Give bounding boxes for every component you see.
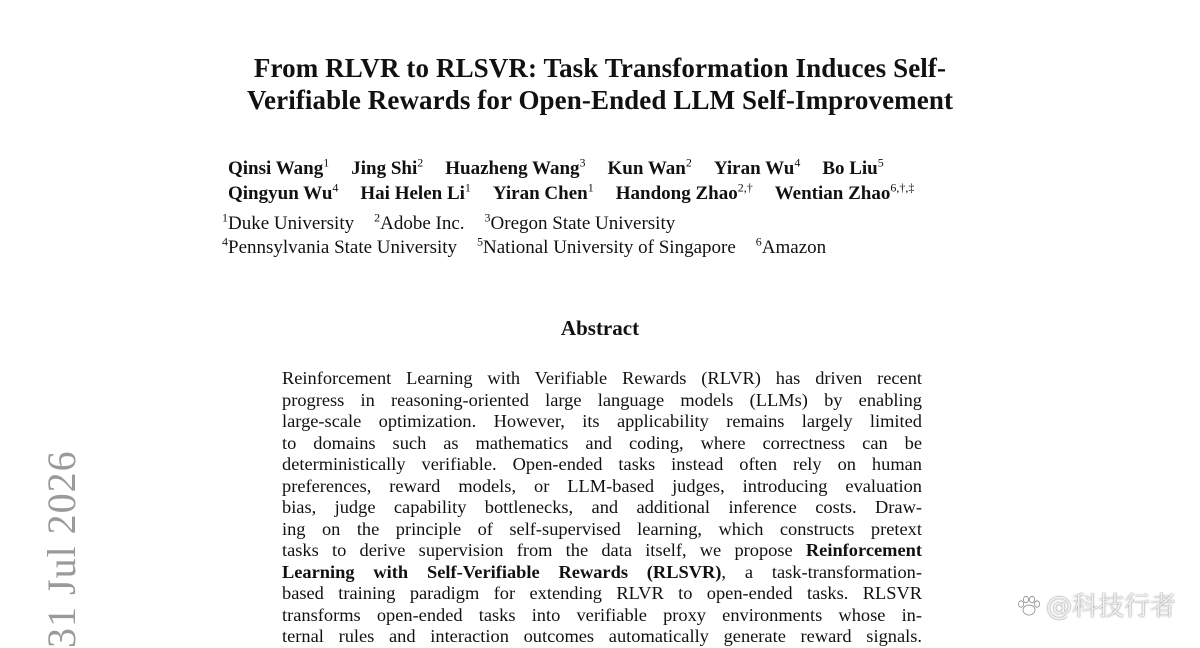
affiliation xyxy=(222,234,458,258)
author-name xyxy=(360,180,471,204)
affiliation-name: National University of Singapore xyxy=(483,237,736,258)
superscript-marker: 5 xyxy=(477,234,484,249)
superscript-marker: 4 xyxy=(332,180,339,195)
author-name-text: Yiran Wu xyxy=(713,158,795,179)
superscript-marker: 4 xyxy=(794,155,801,170)
affiliation xyxy=(222,210,355,234)
affiliation-name: Pennsylvania State University xyxy=(228,237,458,258)
author-name-text: Huazheng Wang xyxy=(445,158,580,179)
abstract-line: transforms open-ended tasks into verifiable proxy environments whose in- xyxy=(282,604,922,625)
superscript-marker: 2,† xyxy=(737,180,753,195)
affiliation-name: Oregon State University xyxy=(490,213,676,234)
abstract-text: , a task-transformation- xyxy=(721,561,922,582)
abstract-body xyxy=(282,368,922,648)
author-name xyxy=(607,155,692,179)
superscript-marker: 1 xyxy=(464,180,471,195)
watermark-text: @科技行者 xyxy=(1045,592,1176,622)
author-name xyxy=(351,155,424,179)
author-name-text: Jing Shi xyxy=(351,158,418,179)
author-list xyxy=(228,156,1008,206)
superscript-marker: 4 xyxy=(222,234,228,249)
author-name xyxy=(228,180,339,204)
author-name-text: Hai Helen Li xyxy=(360,183,465,204)
paw-icon xyxy=(1016,595,1042,617)
superscript-marker: 2 xyxy=(417,155,424,170)
author-name-text: Qingyun Wu xyxy=(228,183,333,204)
superscript-marker: 2 xyxy=(374,210,381,225)
affiliation-row xyxy=(222,212,1002,236)
author-name xyxy=(492,180,594,204)
author-name xyxy=(615,180,753,204)
affiliation xyxy=(755,234,827,258)
abstract-line: based training paradigm for extending RLVR to open-ended tasks. RLSVR xyxy=(282,583,922,603)
abstract-heading: Abstract xyxy=(560,316,640,340)
title-line: From RLVR to RLSVR: Task Transformation Induces Self- xyxy=(253,53,947,83)
superscript-marker: 3 xyxy=(579,155,586,170)
author-name-text: Wentian Zhao xyxy=(774,183,891,204)
superscript-marker: 3 xyxy=(484,210,491,225)
author-row xyxy=(228,181,1008,206)
author-name xyxy=(774,180,915,204)
superscript-marker: 5 xyxy=(877,155,884,170)
abstract-line: Reinforcement Learning with Verifiable Rewards (RLVR) has driven recent xyxy=(282,368,922,388)
author-name xyxy=(445,155,586,179)
superscript-marker: 1 xyxy=(222,210,228,225)
affiliation-row xyxy=(222,236,1002,260)
superscript-marker: 1 xyxy=(587,180,594,195)
affiliation xyxy=(484,210,676,234)
author-name xyxy=(713,155,801,179)
arxiv-side-date: 31 Jul 2026 xyxy=(39,450,84,648)
title-line: Verifiable Rewards for Open-Ended LLM Self-Improvement xyxy=(246,85,954,115)
author-name-text: Qinsi Wang xyxy=(228,158,324,179)
author-name-text: Bo Liu xyxy=(822,158,878,179)
abstract-line: ing on the principle of self-supervised learning, which constructs pretext xyxy=(282,518,922,539)
abstract-line: preferences, reward models, or LLM-based judges, introducing evaluation xyxy=(282,475,922,496)
abstract-bold-term: Reinforcement xyxy=(805,540,922,560)
abstract-line xyxy=(282,540,922,562)
superscript-marker: 6,†,‡ xyxy=(890,180,915,195)
superscript-marker: 2 xyxy=(685,155,692,170)
abstract-line: large-scale optimization. However, its applicability remains largely limited xyxy=(282,411,922,431)
affiliation-name: Duke University xyxy=(228,213,355,234)
author-name-text: Handong Zhao xyxy=(615,183,738,204)
affiliation xyxy=(477,234,736,258)
author-name-text: Yiran Chen xyxy=(492,183,588,204)
author-name xyxy=(822,155,884,179)
author-row xyxy=(228,156,1008,181)
affiliation xyxy=(374,210,465,234)
abstract-line: bias, judge capability bottlenecks, and additional inference costs. Draw- xyxy=(282,497,922,517)
abstract-line xyxy=(282,562,922,584)
affiliation-name: Amazon xyxy=(761,237,827,258)
paper-title xyxy=(160,52,1040,116)
watermark xyxy=(1016,586,1176,623)
affiliation-name: Adobe Inc. xyxy=(380,213,465,234)
abstract-line: deterministically verifiable. Open-ended tasks instead often rely on human xyxy=(282,454,922,474)
abstract-line: to domains such as mathematics and coding, where correctness can be xyxy=(282,432,922,453)
author-name xyxy=(228,155,330,179)
superscript-marker: 6 xyxy=(755,234,762,249)
superscript-marker: 1 xyxy=(323,155,330,170)
abstract-text: tasks to derive supervision from the data itself, we propose xyxy=(282,540,793,560)
author-name-text: Kun Wan xyxy=(607,158,686,179)
affiliation-list xyxy=(222,212,1002,260)
abstract-line: progress in reasoning-oriented large language models (LLMs) by enabling xyxy=(282,389,922,410)
abstract-line: ternal rules and interaction outcomes automatically generate reward signals. xyxy=(282,626,922,646)
abstract-bold-term: Learning with Self-Verifiable Rewards (RLSVR) xyxy=(282,561,722,582)
